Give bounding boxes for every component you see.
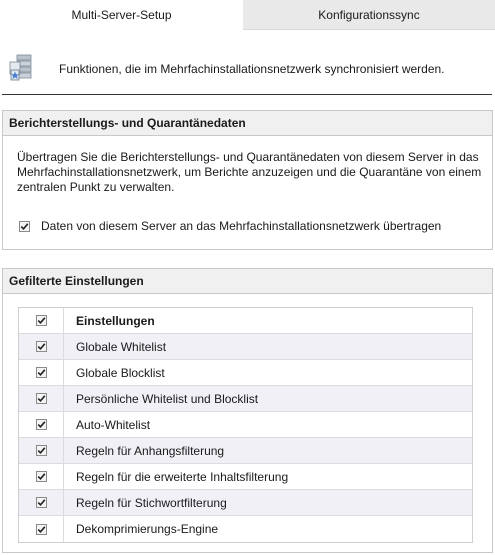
checkmark-icon xyxy=(37,342,46,351)
reporting-panel-title: Berichterstellungs- und Quarantänedaten xyxy=(3,111,492,136)
row-label: Regeln für die erweiterte Inhaltsfilterung xyxy=(76,469,289,484)
table-row[interactable] xyxy=(19,412,472,438)
row-checkbox[interactable] xyxy=(36,524,47,535)
row-label: Regeln für Anhangsfilterung xyxy=(76,443,225,458)
select-all-checkbox[interactable] xyxy=(36,315,47,326)
row-checkbox[interactable] xyxy=(36,393,47,404)
transfer-data-option[interactable] xyxy=(19,219,441,233)
checkmark-icon xyxy=(37,525,46,534)
table-row[interactable] xyxy=(19,516,472,542)
checkmark-icon xyxy=(37,316,46,325)
row-checkbox[interactable] xyxy=(36,419,47,430)
settings-table xyxy=(18,307,473,543)
header-divider xyxy=(2,94,492,95)
column-header-einstellungen: Einstellungen xyxy=(76,313,155,328)
header-description: Funktionen, die im Mehrfachinstallationsnetzwerk synchronisiert werden. xyxy=(59,62,445,76)
row-label: Globale Blocklist xyxy=(76,365,165,380)
row-label: Regeln für Stichwortfilterung xyxy=(76,495,227,510)
transfer-data-checkbox[interactable] xyxy=(19,221,30,232)
transfer-data-label: Daten von diesem Server an das Mehrfachinstallationsnetzwerk übertragen xyxy=(41,219,442,233)
checkmark-icon xyxy=(37,472,46,481)
reporting-panel xyxy=(2,110,493,250)
row-label: Globale Whitelist xyxy=(76,339,167,354)
checkmark-icon xyxy=(37,446,46,455)
filtered-settings-panel xyxy=(2,268,493,553)
table-row[interactable] xyxy=(19,464,472,490)
checkmark-icon xyxy=(20,222,29,231)
tab-multi-server-setup[interactable]: Multi-Server-Setup xyxy=(0,0,243,30)
row-checkbox[interactable] xyxy=(36,497,47,508)
row-label: Persönliche Whitelist und Blocklist xyxy=(76,391,259,406)
table-row[interactable] xyxy=(19,360,472,386)
checkmark-icon xyxy=(37,394,46,403)
table-row[interactable] xyxy=(19,438,472,464)
row-checkbox[interactable] xyxy=(36,445,47,456)
reporting-description: Übertragen Sie die Berichterstellungs- und Quarantänedaten von diesem Server in das Mehrfachinstallationsnetzwerk, um Berichte anzuzeigen und die Quarantäne von einem zentralen Punkt zu verwalten. xyxy=(17,150,482,194)
row-checkbox[interactable] xyxy=(36,341,47,352)
row-label: Dekomprimierungs-Engine xyxy=(76,522,219,536)
table-row[interactable] xyxy=(19,386,472,412)
checkmark-icon xyxy=(37,368,46,377)
table-header-row xyxy=(19,308,472,334)
row-checkbox[interactable] xyxy=(36,471,47,482)
row-label: Auto-Whitelist xyxy=(76,417,151,432)
server-sync-icon xyxy=(8,52,40,84)
page-header xyxy=(0,30,495,94)
table-row[interactable] xyxy=(19,334,472,360)
tab-bar xyxy=(0,0,495,30)
checkmark-icon xyxy=(37,420,46,429)
filtered-settings-title: Gefilterte Einstellungen xyxy=(3,269,492,294)
checkmark-icon xyxy=(37,498,46,507)
table-row[interactable] xyxy=(19,490,472,516)
tab-konfigurationssync[interactable]: Konfigurationssync xyxy=(243,0,495,30)
row-checkbox[interactable] xyxy=(36,367,47,378)
